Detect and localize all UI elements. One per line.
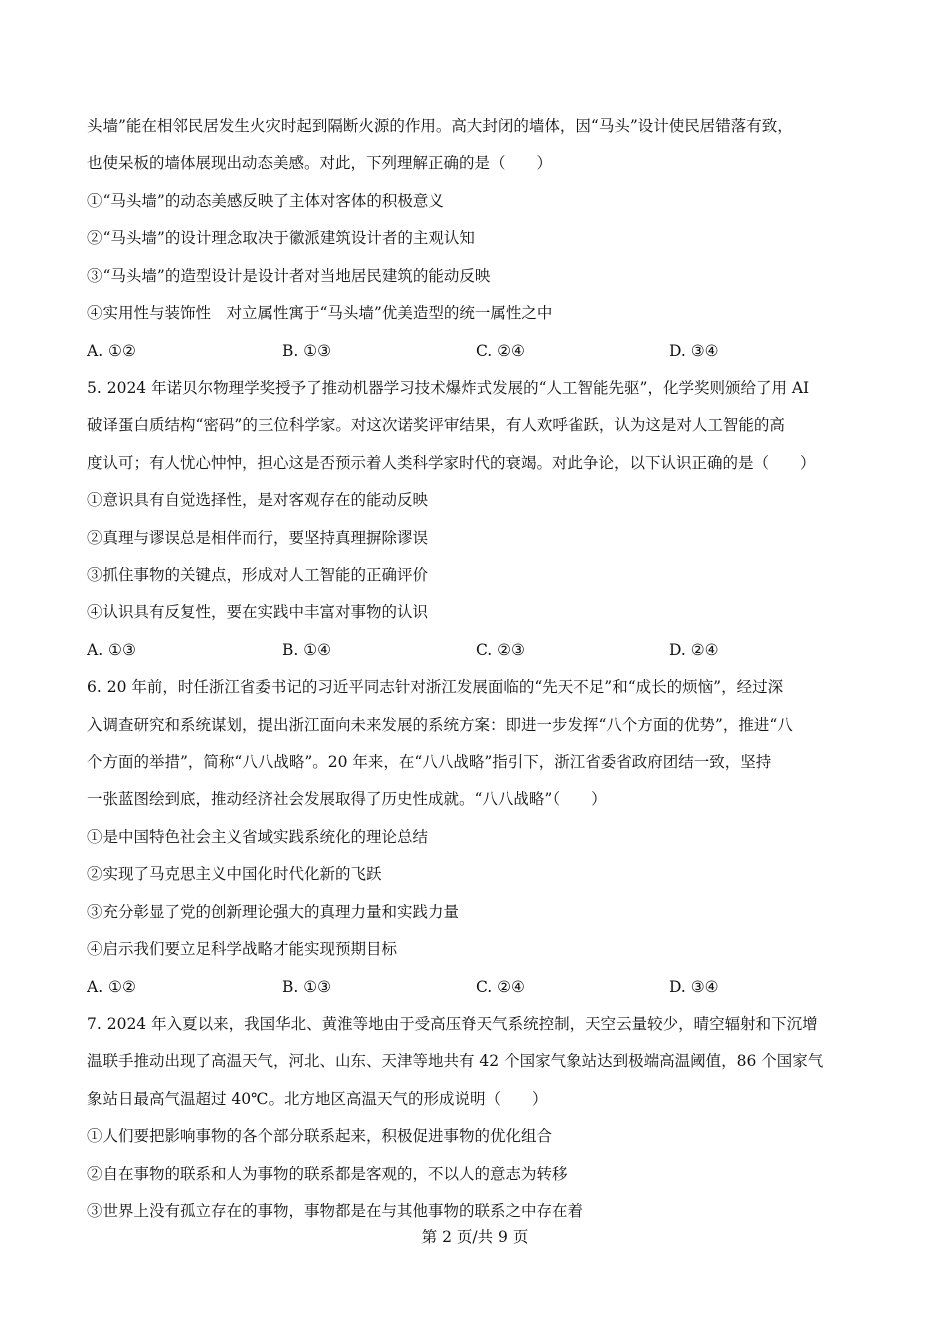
- q5-stem-line-1: 5. 2024 年诺贝尔物理学奖授予了推动机器学习技术爆炸式发展的“人工智能先驱”，化学奖则颁给了用 AI: [87, 379, 810, 397]
- q6-stem-line-4: 一张蓝图绘到底，推动经济社会发展取得了历史性成就。“八八战略”（ ）: [87, 790, 607, 808]
- q5-statement-1: ①意识具有自觉选择性，是对客观存在的能动反映: [87, 491, 429, 509]
- q6-stem-line-2: 入调查研究和系统谋划，提出浙江面向未来发展的系统方案：即进一步发挥“八个方面的优势”，推进“八: [87, 716, 793, 734]
- q4-option-c[interactable]: C. ②④: [476, 342, 525, 360]
- q6-stem-line-3: 个方面的举措”，简称“八八战略”。20 年来，在“八八战略”指引下，浙江省委省政府团结一致，坚持: [87, 753, 772, 771]
- q7-stem-line-1: 7. 2024 年入夏以来，我国华北、黄淮等地由于受高压脊天气系统控制，天空云量较少，晴空辐射和下沉增: [87, 1015, 818, 1033]
- q6-option-b[interactable]: B. ①③: [282, 978, 332, 996]
- q7-statement-3: ③世界上没有孤立存在的事物，事物都是在与其他事物的联系之中存在着: [87, 1202, 584, 1220]
- q5-options: [87, 639, 787, 661]
- q6-statement-2: ②实现了马克思主义中国化时代化新的飞跃: [87, 865, 382, 883]
- q7-statement-1: ①人们要把影响事物的各个部分联系起来，积极促进事物的优化组合: [87, 1127, 553, 1145]
- q6-statement-4: ④启示我们要立足科学战略才能实现预期目标: [87, 940, 398, 958]
- q5-stem-line-2: 破译蛋白质结构“密码”的三位科学家。对这次诺奖评审结果，有人欢呼雀跃，认为这是对人工智能的高: [87, 416, 785, 434]
- q5-option-d[interactable]: D. ②④: [669, 641, 719, 659]
- q4-option-a[interactable]: A. ①②: [87, 342, 136, 360]
- q4-statement-2: ②“马头墙”的设计理念取决于徽派建筑设计者的主观认知: [87, 229, 475, 247]
- q4-statement-4: ④实用性与装饰性 对立属性寓于“马头墙”优美造型的统一属性之中: [87, 304, 553, 322]
- q6-options: [87, 976, 787, 998]
- page-footer: [0, 1226, 950, 1248]
- q7-stem-line-2: 温联手推动出现了高温天气，河北、山东、天津等地共有 42 个国家气象站达到极端高温阈值，86 个国家气: [87, 1052, 824, 1070]
- q7-stem-line-3: 象站日最高气温超过 40℃。北方地区高温天气的形成说明（ ）: [87, 1090, 548, 1108]
- q5-statement-4: ④认识具有反复性，要在实践中丰富对事物的认识: [87, 603, 429, 621]
- q5-option-a[interactable]: A. ①③: [87, 641, 136, 659]
- q6-statement-1: ①是中国特色社会主义省域实践系统化的理论总结: [87, 828, 429, 846]
- q5-stem-line-3: 度认可；有人忧心忡忡，担心这是否预示着人类科学家时代的衰竭。对此争论，以下认识正确的是（ ）: [87, 454, 816, 472]
- q7-statement-2: ②自在事物的联系和人为事物的联系都是客观的，不以人的意志为转移: [87, 1165, 568, 1183]
- q5-statement-3: ③抓住事物的关键点，形成对人工智能的正确评价: [87, 566, 429, 584]
- q4-option-b[interactable]: B. ①③: [282, 342, 332, 360]
- q4-stem-line-1: 头墙”能在相邻民居发生火灾时起到隔断火源的作用。高大封闭的墙体，因“马头”设计使民居错落有致，: [87, 117, 793, 135]
- q6-stem-line-1: 6. 20 年前，时任浙江省委书记的习近平同志针对浙江发展面临的“先天不足”和“成长的烦恼”，经过深: [87, 678, 784, 696]
- q5-option-c[interactable]: C. ②③: [476, 641, 525, 659]
- q6-option-d[interactable]: D. ③④: [669, 978, 719, 996]
- q5-option-b[interactable]: B. ①④: [282, 641, 332, 659]
- q6-option-a[interactable]: A. ①②: [87, 978, 136, 996]
- q6-option-c[interactable]: C. ②④: [476, 978, 525, 996]
- q4-option-d[interactable]: D. ③④: [669, 342, 719, 360]
- q4-options: [87, 340, 787, 362]
- q4-stem-line-2: 也使呆板的墙体展现出动态美感。对此，下列理解正确的是（ ）: [87, 154, 553, 172]
- q6-statement-3: ③充分彰显了党的创新理论强大的真理力量和实践力量: [87, 903, 460, 921]
- page-number: 第 2 页/共 9 页: [421, 1228, 529, 1246]
- q4-statement-1: ①“马头墙”的动态美感反映了主体对客体的积极意义: [87, 192, 444, 210]
- q4-statement-3: ③“马头墙”的造型设计是设计者对当地居民建筑的能动反映: [87, 267, 491, 285]
- q5-statement-2: ②真理与谬误总是相伴而行，要坚持真理摒除谬误: [87, 529, 429, 547]
